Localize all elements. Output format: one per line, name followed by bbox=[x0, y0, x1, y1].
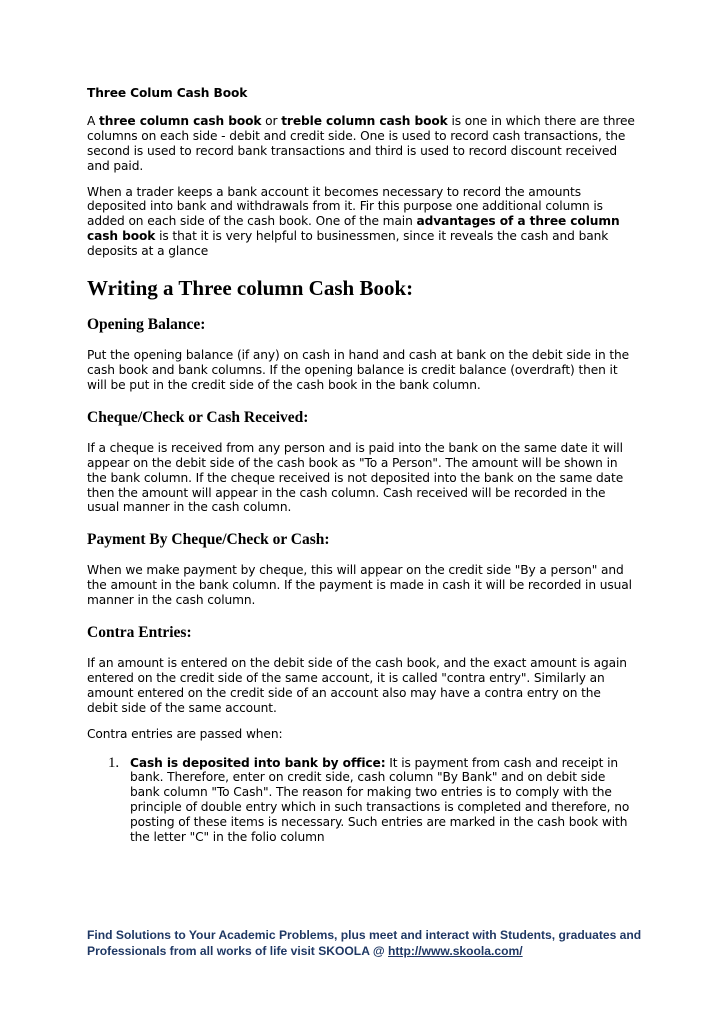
text-run: is that it is very helpful to businessmen, since it reveals the cash and bank deposits at a glance bbox=[87, 229, 609, 259]
section-body: If a cheque is received from any person and is paid into the bank on the same date it will appear on the debit side of the cash book as "To a Person". The amount will be shown in the bank column. If the cheque received is not deposited into the bank on the same date then the amount will appear in the cash column. Cash received will be recorded in the usual manner in the cash column. bbox=[87, 440, 624, 515]
section-heading: Contra Entries: bbox=[87, 624, 192, 642]
section-heading: Opening Balance: bbox=[87, 316, 206, 334]
section-body: When we make payment by cheque, this will appear on the credit side "By a person" and the amount in the bank column. If the payment is made in cash it will be recorded in usual manner in the cash column. bbox=[87, 563, 632, 608]
text-run: or bbox=[261, 113, 282, 128]
section-body-2: Contra entries are passed when: bbox=[87, 726, 283, 741]
document-page bbox=[87, 86, 635, 861]
section-body: If an amount is entered on the debit side of the cash book, and the exact amount is again entered on the credit side of the same account, it is called "contra entry". Similarly an amount entered on the credit side of an account also may have a contra entry on the debit side of the same account. bbox=[87, 656, 627, 715]
bold-term: three column cash book bbox=[99, 113, 262, 128]
list-item bbox=[87, 756, 635, 845]
footer bbox=[87, 927, 647, 959]
section-body: Put the opening balance (if any) on cash in hand and cash at bank on the debit side in the cash book and bank columns. If the opening balance is credit balance (overdraft) then it will be put in the credit side of the cash book in the bank column. bbox=[87, 348, 630, 392]
section-contra-entries bbox=[87, 624, 635, 845]
list-number: 1. bbox=[108, 754, 120, 771]
intro-paragraph-2 bbox=[87, 185, 635, 260]
section-opening-balance bbox=[87, 316, 635, 393]
doc-title: Three Colum Cash Book bbox=[87, 86, 248, 100]
footer-link[interactable]: http://www.skoola.com/ bbox=[388, 944, 523, 958]
section-cheque-received bbox=[87, 409, 635, 516]
section-heading: Payment By Cheque/Check or Cash: bbox=[87, 531, 330, 549]
main-heading: Writing a Three column Cash Book: bbox=[87, 276, 414, 301]
text-run: A bbox=[87, 113, 100, 128]
text-run: When a trader keeps a bank account it becomes necessary to record the amounts deposited into bank and withdrawals from it. Fir this purpose one additional column is added on each side of the cash book. One of the main bbox=[87, 184, 603, 229]
footer-text: Find Solutions to Your Academic Problems, plus meet and interact with Students, graduates and Professionals from all works of life visit SKOOLA @ bbox=[87, 928, 642, 958]
contra-list bbox=[87, 756, 635, 845]
bold-term: advantages of a three column cash book bbox=[87, 214, 620, 244]
bold-term: treble column cash book bbox=[281, 113, 448, 128]
text-run: is one in which there are three columns on each side - debit and credit side. One is used to record cash transactions, the second is used to record bank transactions and third is used to record discount received and paid. bbox=[87, 113, 635, 173]
section-heading: Cheque/Check or Cash Received: bbox=[87, 408, 309, 426]
intro-paragraph-1 bbox=[87, 114, 635, 174]
list-term: Cash is deposited into bank by office: bbox=[130, 755, 386, 770]
section-payment-by-cheque bbox=[87, 531, 635, 608]
list-text: It is payment from cash and receipt in bank. Therefore, enter on credit side, cash column "By Bank" and on debit side bank column "To Cash". The reason for making two entries is to comply with the principle of double entry which in such transactions is completed and therefore, no posting of these items is necessary. Such entries are marked in the cash book with the letter "C" in the folio column bbox=[130, 755, 630, 845]
